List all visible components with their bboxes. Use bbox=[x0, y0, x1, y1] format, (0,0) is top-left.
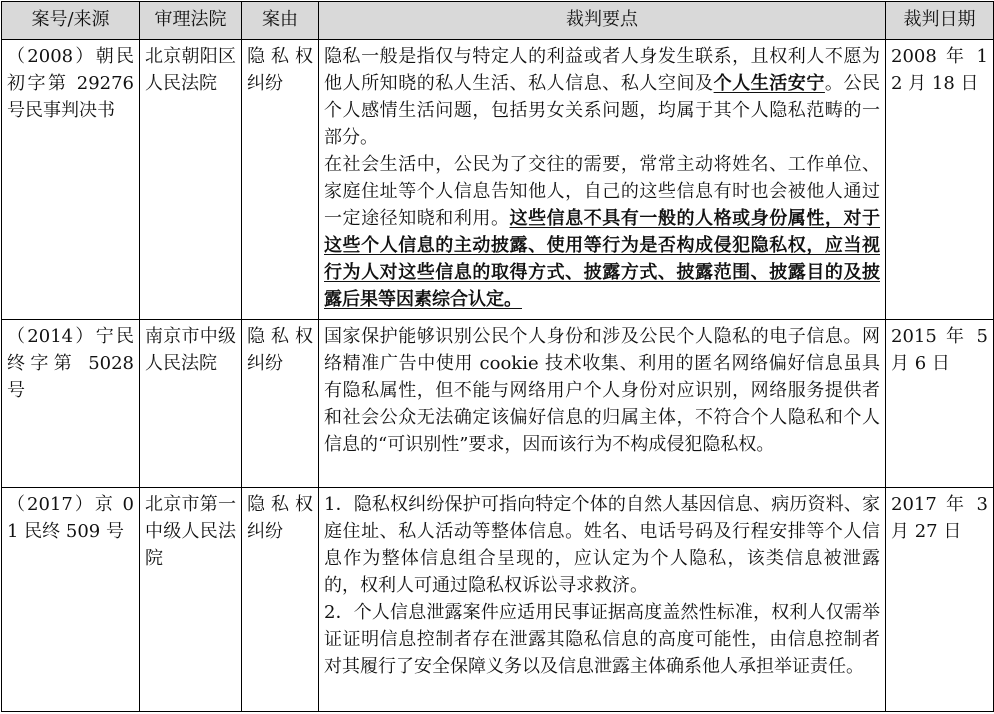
points-paragraph: 国家保护能够识别公民个人身份和涉及公民个人隐私的电子信息。网络精准广告中使用 cookie 技术收集、利用的匿名网络偏好信息虽具有隐私属性，但不能与网络用户个人身份对应识别，网络服务提供者和社会公众无法确定该偏好信息的归属主体，不符合个人隐私和个人信息的“可识别性”要求，因而该行为不构成侵犯隐私权。 bbox=[324, 326, 880, 455]
case-no-cell: （2014）宁民终字第 5028 号 bbox=[2, 320, 140, 488]
header-cause: 案由 bbox=[242, 2, 319, 40]
court-cell: 南京市中级人民法院 bbox=[140, 320, 242, 488]
date-cell: 2015 年 5 月 6 日 bbox=[886, 320, 994, 488]
case-no-cell: （2017）京 01 民终 509 号 bbox=[2, 488, 140, 712]
table-row bbox=[2, 320, 994, 488]
points-paragraph: 1．隐私权纠纷保护可指向特定个体的自然人基因信息、病历资料、家庭住址、私人活动等整体信息。姓名、电话号码及行程安排等个人信息作为整体信息组合呈现的，应认定为个人隐私，该类信息被泄露的，权利人可通过隐私权诉讼寻求救济。 bbox=[324, 494, 880, 596]
header-row bbox=[2, 2, 994, 40]
table-row bbox=[2, 40, 994, 320]
points-emphasis: 个人生活安宁 bbox=[713, 73, 825, 94]
case-no-cell: （2008）朝民初字第 29276 号民事判决书 bbox=[2, 40, 140, 320]
cause-cell: 隐私权纠纷 bbox=[242, 320, 319, 488]
points-emphasis: 这些信息不具有一般的人格或身份属性，对于这些个人信息的主动披露、使用等行为是否构成侵犯隐私权，应当视行为人对这些信息的取得方式、披露方式、披露范围、披露目的及披露后果等因素综合认定。 bbox=[324, 208, 881, 310]
court-cell: 北京朝阳区人民法院 bbox=[140, 40, 242, 320]
cause-cell: 隐私权纠纷 bbox=[242, 40, 319, 320]
date-cell: 2008 年 12 月 18 日 bbox=[886, 40, 994, 320]
header-court: 审理法院 bbox=[140, 2, 242, 40]
points-text: 。公民个人感情生活问题，包括男女关系问题，均属于其个人隐私范畴的一部分。 bbox=[324, 73, 881, 148]
header-date: 裁判日期 bbox=[886, 2, 994, 40]
points-paragraph bbox=[324, 43, 880, 151]
points-text: 隐私一般是指仅与特定人的利益或者人身发生联系，且权利人不愿为他人所知晓的私人生活、私人信息、私人空间及 bbox=[324, 46, 880, 94]
points-cell bbox=[319, 320, 886, 488]
points-text: 在社会生活中，公民为了交往的需要，常常主动将姓名、工作单位、家庭住址等个人信息告知他人，自己的这些信息有时也会被他人通过一定途径知晓和利用。 bbox=[324, 154, 880, 229]
date-cell: 2017 年 3 月 27 日 bbox=[886, 488, 994, 712]
table-row bbox=[2, 488, 994, 712]
points-cell bbox=[319, 40, 886, 320]
points-cell bbox=[319, 488, 886, 712]
header-points: 裁判要点 bbox=[319, 2, 886, 40]
points-paragraph bbox=[324, 151, 880, 313]
points-paragraph: 2．个人信息泄露案件应适用民事证据高度盖然性标准，权利人仅需举证证明信息控制者存在泄露其隐私信息的高度可能性，由信息控制者对其履行了安全保障义务以及信息泄露主体确系他人承担举证责任。 bbox=[324, 602, 880, 677]
cause-cell: 隐私权纠纷 bbox=[242, 488, 319, 712]
judgment-table bbox=[1, 1, 994, 712]
court-cell: 北京市第一中级人民法院 bbox=[140, 488, 242, 712]
header-case-no: 案号/来源 bbox=[2, 2, 140, 40]
